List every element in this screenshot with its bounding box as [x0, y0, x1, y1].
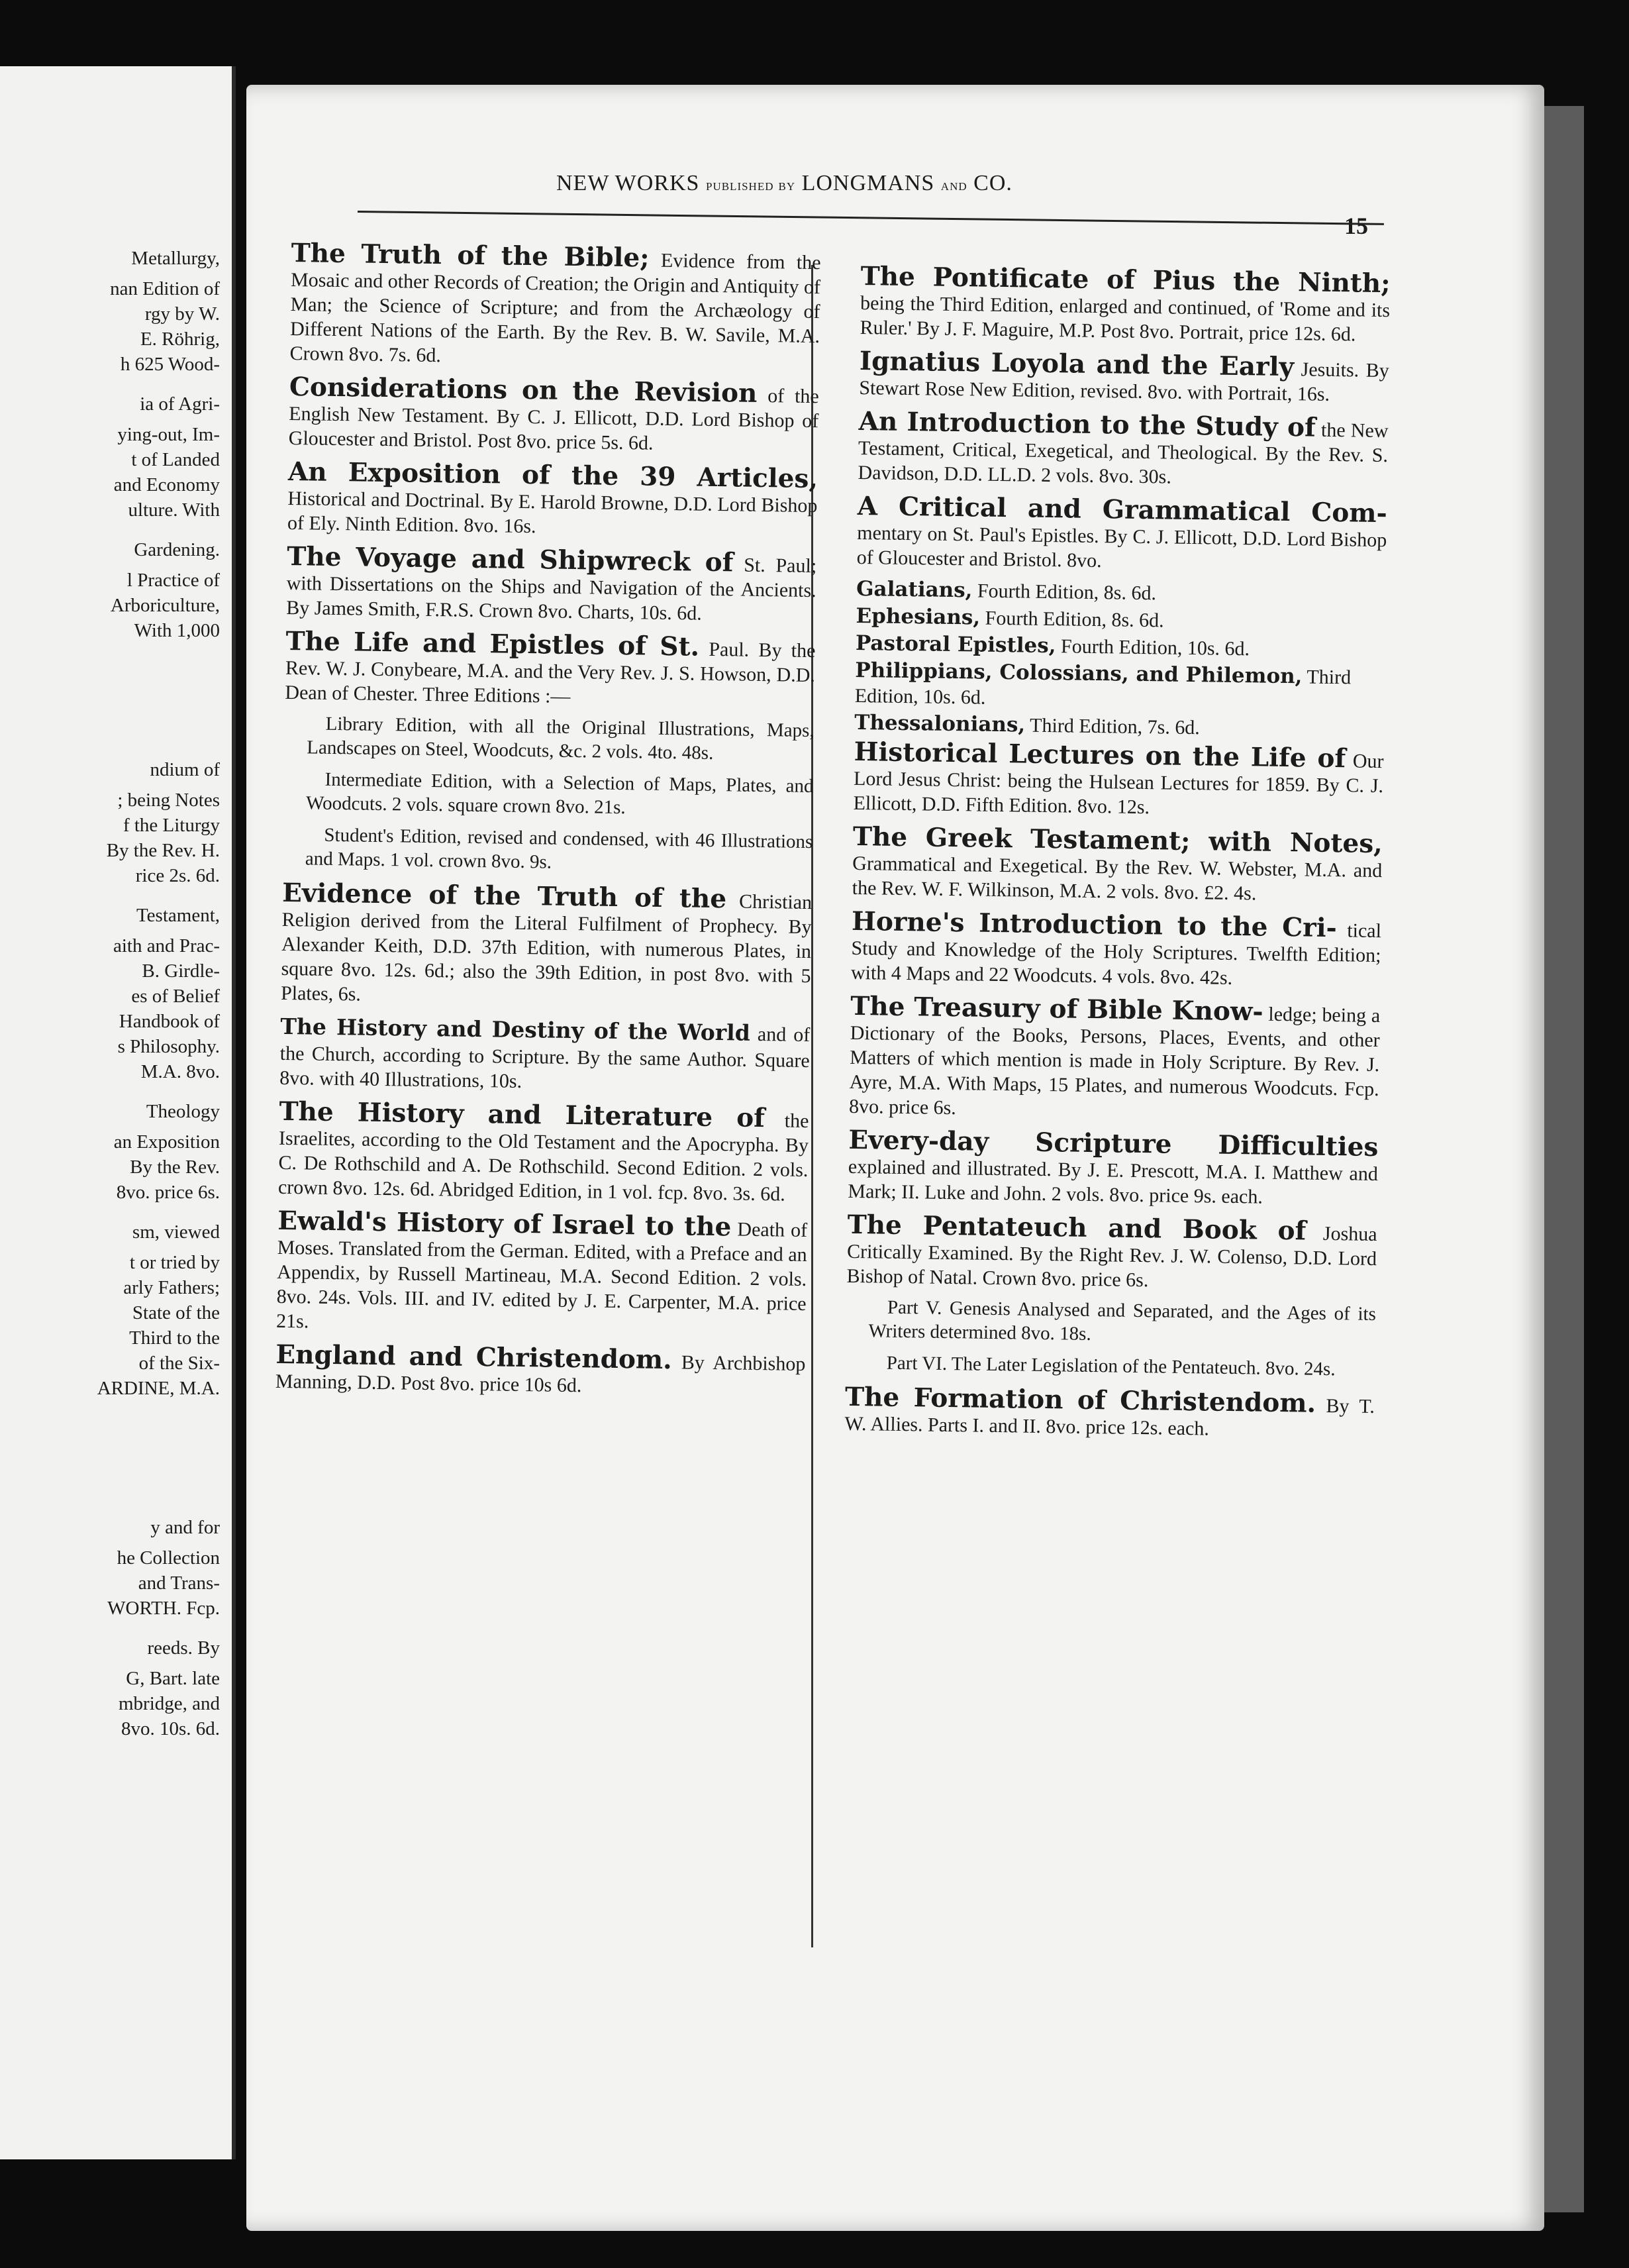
- entry-title: Horne's Introduction to the Cri-: [851, 905, 1338, 944]
- catalog-entry: [844, 1382, 1375, 1443]
- catalog-entry: [281, 878, 813, 1013]
- fragment-line: ndium of: [150, 759, 220, 780]
- entry-title: The Treasury of Bible Know-: [850, 990, 1263, 1027]
- fragment-line: By the Rev.: [130, 1157, 220, 1178]
- entry-description: ledge; being a Dictionary of the Books, Persons, Places, Events, and other Matters of which mention is made in Holy Scripture. By Rev. J. Ayre, M.A. With Maps, 15 Plates, and numerous Woodcuts. Fcp. 8vo. price 6s.: [848, 1003, 1381, 1119]
- catalog-entry: [286, 542, 817, 627]
- entry-description: Historical and Doctrinal. By E. Harold Browne, D.D. Lord Bishop of Ely. Ninth Edition. 8vo. 16s.: [287, 487, 818, 538]
- entry-description: mentary on St. Paul's Epistles. By C. J. Ellicott, D.D. Lord Bishop of Gloucester and Bristol. 8vo.: [856, 521, 1387, 572]
- entry-title: The Voyage and Shipwreck of: [286, 541, 734, 578]
- volume-title: Ephesians,: [856, 603, 981, 630]
- catalog-entry: [287, 457, 818, 542]
- catalog-entry: [276, 1206, 808, 1341]
- catalog-entry: [849, 992, 1381, 1126]
- fragment-line: an Exposition: [113, 1131, 220, 1153]
- entry-description: St. Paul; with Dissertations on the Ships and Navigation of the Ancients. By James Smith, F.R.S. Crown 8vo. Charts, 10s. 6d.: [285, 554, 817, 625]
- volume-details: Third Edition, 7s. 6d.: [1029, 714, 1201, 739]
- running-head-text: and: [940, 177, 967, 194]
- entry-description: the New Testament, Critical, Exegetical, and Theological. By the Rev. S. Davidson, D.D. LL.D. 2 vols. 8vo. 30s.: [858, 419, 1389, 488]
- fragment-line: rgy by W.: [144, 303, 220, 325]
- edition-note: Student's Edition, revised and condensed, with 46 Illustrations and Maps. 1 vol. crown 8vo. 9s.: [305, 824, 813, 873]
- running-head-text: NEW WORKS: [556, 171, 700, 195]
- catalog-entry: [289, 372, 820, 458]
- entry-description: being the Third Edition, enlarged and continued, of 'Rome and its Ruler.' By J. F. Maguire, M.P. Post 8vo. Portrait, price 12s. 6d.: [860, 291, 1391, 346]
- entry-description: Joshua Critically Examined. By the Right Rev. J. W. Colenso, D.D. Lord Bishop of Natal. Crown 8vo. price 6s.: [846, 1222, 1377, 1292]
- fragment-line: State of the: [132, 1302, 220, 1323]
- fragment-line: ia of Agri-: [140, 393, 220, 415]
- entry-title: Ignatius Loyola and the Early: [859, 345, 1295, 383]
- fragment-line: Handbook of: [119, 1011, 220, 1032]
- volume-title: Thessalonians,: [854, 710, 1026, 737]
- right-column: [844, 262, 1391, 1450]
- entry-description: tical Study and Knowledge of the Holy Scriptures. Twelfth Edition; with 4 Maps and 22 Woodcuts. 4 vols. 8vo. 42s.: [850, 919, 1382, 989]
- entry-description: Evidence from the Mosaic and other Records of Creation; the Origin and Antiquity of Man; the Science of Scripture; and from the Archæology of Different Nations of the Earth. By the Rev. B. W. Savile, M.A. Crown 8vo. 7s. 6d.: [289, 249, 821, 367]
- page-edge: [1544, 106, 1584, 2212]
- volume-details: Fourth Edition, 8s. 6d.: [977, 580, 1157, 605]
- fragment-line: arly Fathers;: [123, 1277, 220, 1298]
- entry-title: Every-day Scripture Difficulties: [848, 1124, 1379, 1163]
- fragment-line: rice 2s. 6d.: [135, 865, 220, 886]
- edition-note: Part V. Genesis Analysed and Separated, and the Ages of its Writers determined 8vo. 18s.: [868, 1296, 1377, 1345]
- volume-details: Fourth Edition, 10s. 6d.: [1060, 635, 1250, 660]
- fragment-line: Theology: [146, 1101, 220, 1122]
- entry-description: and of the Church, according to Scripture. By the same Author. Square 8vo. with 40 Illustrations, 10s.: [279, 1023, 811, 1092]
- fragment-line: nan Edition of: [110, 278, 220, 299]
- fragment-line: aith and Prac-: [113, 935, 220, 956]
- catalog-entry: [278, 1097, 809, 1207]
- catalog-entry: [275, 1340, 806, 1401]
- entry-title: Considerations on the Revision: [289, 371, 758, 409]
- fragment-line: es of Belief: [131, 986, 220, 1007]
- fragment-line: t or tried by: [129, 1252, 220, 1273]
- volume-details: Third Edition, 10s. 6d.: [854, 666, 1352, 709]
- edition-note: Intermediate Edition, with a Selection of Maps, Plates, and Woodcuts. 2 vols. square crown 8vo. 21s.: [305, 768, 814, 819]
- entry-title: The History and Destiny of the World: [280, 1013, 751, 1046]
- fragment-line: E. Röhrig,: [140, 329, 220, 350]
- fragment-line: and Trans-: [138, 1572, 220, 1594]
- volume-details: Fourth Edition, 8s. 6d.: [985, 607, 1164, 632]
- catalog-entry: [851, 907, 1382, 992]
- volume-title: Galatians,: [856, 576, 973, 603]
- entry-title: The Pentateuch and Book of: [847, 1209, 1307, 1247]
- fragment-line: B. Girdle-: [142, 960, 220, 982]
- epistle-volume: [855, 658, 1385, 716]
- catalog-entry: [285, 627, 816, 712]
- entry-title: The History and Literature of: [279, 1096, 765, 1134]
- fragment-line: 8vo. 10s. 6d.: [121, 1718, 220, 1739]
- entry-title: An Exposition of the 39 Articles,: [287, 456, 818, 495]
- edition-note: Part VI. The Later Legislation of the Pentateuch. 8vo. 24s.: [886, 1352, 1336, 1380]
- entry-description: Our Lord Jesus Christ: being the Hulsean Lectures for 1859. By C. J. Ellicott, D.D. Fifth Edition. 8vo. 12s.: [853, 750, 1384, 819]
- catalog-entry: [279, 1012, 811, 1098]
- fragment-line: and Economy: [113, 474, 220, 495]
- running-head-text: published by: [705, 177, 796, 194]
- fragment-line: l Practice of: [126, 570, 220, 591]
- entry-title: The Formation of Christendom.: [844, 1381, 1316, 1419]
- entry-title: Evidence of the Truth of the: [281, 877, 727, 915]
- running-head-text: LONGMANS: [801, 171, 935, 195]
- fragment-line: Testament,: [136, 905, 220, 926]
- entry-title: The Greek Testament; with Notes,: [852, 821, 1383, 860]
- entry-title: Historical Lectures on the Life of: [854, 736, 1346, 774]
- entry-description: By Archbishop Manning, D.D. Post 8vo. price 10s 6d.: [275, 1351, 806, 1397]
- entry-description: Jesuits. By Stewart Rose New Edition, revised. 8vo. with Portrait, 16s.: [859, 358, 1390, 405]
- page-number: 15: [1344, 213, 1368, 239]
- fragment-line: M.A. 8vo.: [140, 1061, 220, 1082]
- fragment-line: t of Landed: [131, 449, 220, 470]
- catalog-entry: [852, 822, 1383, 907]
- left-facing-page: [0, 66, 236, 2159]
- fragment-line: reeds. By: [147, 1637, 220, 1659]
- fragment-line: G, Bart. late: [126, 1668, 220, 1689]
- fragment-line: ying-out, Im-: [117, 424, 220, 445]
- fragment-line: he Collection: [117, 1547, 220, 1569]
- fragment-line: h 625 Wood-: [120, 354, 220, 375]
- running-head: [556, 171, 1012, 196]
- edition-note: Library Edition, with all the Original Illustrations, Maps, Landscapes on Steel, Woodcuts, &c. 2 vols. 4to. 48s.: [307, 713, 814, 764]
- catalog-entry: [860, 262, 1391, 347]
- fragment-line: With 1,000: [134, 620, 220, 641]
- fragment-line: Third to the: [129, 1327, 220, 1349]
- entry-title: An Introduction to the Study of: [858, 405, 1316, 443]
- fragment-line: s Philosophy.: [117, 1036, 220, 1057]
- catalog-entry: [289, 238, 821, 373]
- entry-title: England and Christendom.: [275, 1339, 673, 1376]
- fragment-line: mbridge, and: [118, 1693, 220, 1714]
- entry-title: The Pontificate of Pius the Ninth;: [860, 261, 1391, 299]
- volume-title: Pastoral Epistles,: [855, 631, 1056, 658]
- catalog-entry: [846, 1210, 1377, 1296]
- fragment-line: WORTH. Fcp.: [107, 1598, 220, 1619]
- fragment-line: f the Liturgy: [123, 815, 220, 836]
- entry-description: Death of Moses. Translated from the German. Edited, with a Preface and an Appendix, by Russell Martineau, M.A. Second Edition. 2 vols. 8vo. 24s. Vols. III. and IV. edited by J. E. Carpenter, M.A. price 21s.: [275, 1218, 808, 1333]
- fragment-line: Metallurgy,: [131, 248, 220, 269]
- entry-description: of the English New Testament. By C. J. Ellicott, D.D. Lord Bishop of Gloucester and Bristol. Post 8vo. price 5s. 6d.: [288, 385, 819, 454]
- catalog-entry: [857, 491, 1388, 577]
- entry-description: explained and illustrated. By J. E. Prescott, M.A. I. Matthew and Mark; II. Luke and John. 2 vols. 8vo. price 9s. each.: [848, 1155, 1379, 1208]
- catalog-entry: [858, 407, 1389, 492]
- left-column: [275, 238, 821, 1408]
- fragment-line: 8vo. price 6s.: [116, 1182, 220, 1203]
- fragment-line: Gardening.: [134, 539, 220, 560]
- entry-description: By T. W. Allies. Parts I. and II. 8vo. price 12s. each.: [844, 1394, 1375, 1440]
- catalog-entry: [853, 737, 1384, 823]
- entry-title: The Truth of the Bible;: [291, 238, 650, 274]
- entry-title: The Life and Epistles of St.: [285, 625, 700, 662]
- fragment-line: of the Six-: [138, 1353, 220, 1374]
- fragment-line: sm, viewed: [132, 1221, 220, 1243]
- entry-title: Ewald's History of Israel to the: [277, 1205, 732, 1243]
- fragment-line: ulture. With: [128, 499, 220, 521]
- entry-description: Christian Religion derived from the Literal Fulfilment of Prophecy. By Alexander Keith, D.D. 37th Edition, with numerous Plates, in square 8vo. 12s. 6d.; also the 39th Edition, in post 8vo. with 5 Plates, 6s.: [280, 890, 813, 1005]
- fragment-line: ; being Notes: [117, 790, 220, 811]
- fragment-line: y and for: [150, 1517, 220, 1538]
- entry-title: A Critical and Grammatical Com-: [857, 490, 1388, 529]
- entry-description: Grammatical and Exegetical. By the Rev. W. Webster, M.A. and the Rev. W. F. Wilkinson, M.A. 2 vols. 8vo. £2. 4s.: [852, 852, 1383, 905]
- catalog-entry: [859, 346, 1389, 407]
- fragment-line: By the Rev. H.: [106, 840, 220, 861]
- entry-description: Paul. By the Rev. W. J. Conybeare, M.A. and the Very Rev. J. S. Howson, D.D. Dean of Chester. Three Editions :—: [285, 638, 816, 707]
- volume-title: Philippians, Colossians, and Philemon,: [855, 658, 1303, 689]
- entry-description: the Israelites, according to the Old Testament and the Apocrypha. By C. De Rothschild and A. De Rothschild. Second Edition. 2 vols. crown 8vo. 12s. 6d. Abridged Edition, in 1 vol. fcp. 8vo. 3s. 6d.: [277, 1109, 809, 1206]
- running-head-text: CO.: [973, 171, 1012, 195]
- fragment-line: Arboriculture,: [110, 595, 220, 616]
- fragment-line: ARDINE, M.A.: [97, 1378, 220, 1399]
- catalog-entry: [848, 1125, 1379, 1211]
